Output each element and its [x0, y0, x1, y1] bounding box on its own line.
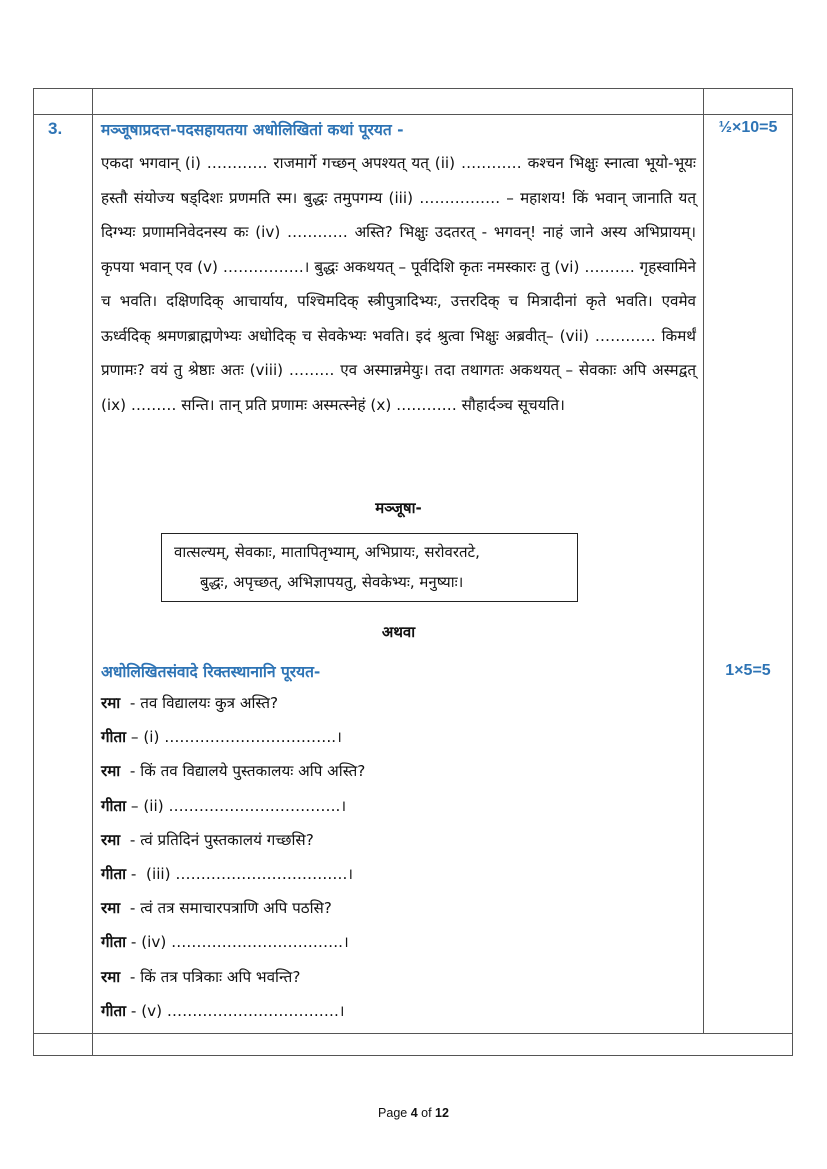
footer-middle: of [417, 1106, 436, 1120]
dialogue-line [101, 898, 332, 918]
dialogue-separator: - [120, 694, 141, 712]
dialogue-speaker: गीता [101, 933, 127, 952]
dialogue-separator: - [120, 830, 141, 849]
or-label: अथवा [381, 623, 416, 641]
dialogue-line [101, 932, 349, 952]
table-right-border [792, 88, 793, 1056]
part-b-marks: 1×5=5 [725, 662, 771, 679]
dialogue-separator: - [120, 899, 141, 918]
dialogue-separator: - [120, 762, 141, 781]
question-number: 3. [48, 119, 63, 138]
dialogue-speaker: गीता [101, 865, 127, 883]
part-a-marks: ½×10=5 [718, 119, 778, 136]
word-box [161, 533, 578, 602]
footer-prefix: Page [378, 1106, 411, 1120]
word-box-title: मञ्जूषा- [375, 499, 422, 517]
part-a-heading: मञ्जूषाप्रदत्त-पदसहायतया अधोलिखितां कथां पूरयत - [101, 121, 404, 139]
dialogue-separator: - [126, 933, 142, 952]
dialogue-separator: - [126, 865, 147, 883]
dialogue-speaker: रमा [101, 694, 121, 712]
dialogue-line [101, 967, 300, 987]
part-b-heading: अधोलिखितसंवादे रिक्तस्थानानि पूरयत- [101, 663, 321, 681]
footer-total-pages: 12 [435, 1106, 449, 1120]
dialogue-speaker: रमा [101, 762, 121, 781]
dialogue-line [101, 830, 314, 850]
dialogue-separator: – [126, 728, 144, 747]
word-box-line-1: वात्सल्यम्, सेवकाः, मातापितृभ्याम्, अभिप्रायः, सरोवरतटे, [174, 543, 480, 561]
page-footer [0, 1106, 827, 1120]
dialogue-line [101, 727, 342, 747]
dialogue-text: (iv) …………………………….। [141, 933, 349, 952]
dialogue-text: किं तत्र पत्रिकाः अपि भवन्ति? [140, 967, 301, 986]
table-col-divider-2 [703, 88, 704, 1034]
table-bottom-border [33, 1055, 793, 1056]
table-top-border [33, 88, 793, 89]
word-box-line-2: बुद्धः, अपृच्छत्, अभिज्ञापयतु, सेवकेभ्यः, मनुष्याः। [200, 573, 464, 591]
table-row-bottom-border [33, 1033, 793, 1034]
table-left-border [33, 88, 34, 1056]
dialogue-separator: - [120, 967, 141, 986]
table-col-divider-1 [92, 88, 93, 1056]
dialogue-line [101, 693, 278, 713]
story-passage: एकदा भगवान् (i) ………… राजमार्गे गच्छन् अपश्यत् यत् (ii) ………… कश्चन भिक्षुः स्नात्वा भूयो-भूयः हस्तौ संयोज्य षड्दिशः प्रणमति स्म। बुद्धः तमुपगम्य (iii) ……………. – महाशय! किं भवान् जानाति यत् दिग्भ्यः प्रणामनिवेदनस्य कः (iv) ………… अस्ति? भिक्षुः उदतरत् - भगवन्! नाहं जाने अस्य अभिप्रायम्। कृपया भवान् एव (v) …………….। बुद्धः अकथयत् – पूर्वदिशि कृतः नमस्कारः तु (vi) ………. गृहस्वामिने च भवति। दक्षिणदिक् आचार्याय, पश्चिमदिक् स्त्रीपुत्रादिभ्यः, उत्तरदिक् च मित्रादीनां कृते भवति। एवमेव ऊर्ध्वदिक् श्रमणब्राह्मणेभ्यः अधोदिक् च सेवकेभ्यः भवति। इदं श्रुत्वा भिक्षुः अब्रवीत्– (vii) ………… किमर्थं प्रणामः? वयं तु श्रेष्ठाः अतः (viii) ……… एव अस्मान्नमेयुः। तदा तथागतः अकथयत् – सेवकाः अपि अस्मद्वत् (ix) ……… सन्ति। तान् प्रति प्रणामः अस्मत्स्नेहं (x) ………… सौहार्दञ्च सूचयति। [101, 154, 696, 414]
dialogue-line [101, 761, 365, 781]
dialogue-line [101, 1001, 345, 1021]
dialogue-speaker: रमा [101, 899, 121, 918]
dialogue-speaker: रमा [101, 967, 121, 986]
dialogue-text: (v) …………………………….। [141, 1001, 345, 1020]
dialogue-speaker: गीता [101, 1001, 127, 1020]
dialogue-separator: - [126, 1001, 142, 1020]
dialogue-text: (iii) …………………………….। [146, 865, 354, 883]
dialogue-text: किं तव विद्यालये पुस्तकालयः अपि अस्ति? [140, 762, 366, 781]
dialogue-text: (ii) …………………………….। [143, 796, 347, 815]
dialogue-speaker: गीता [101, 728, 127, 747]
dialogue-speaker: गीता [101, 796, 127, 815]
dialogue-text: (i) …………………………….। [143, 728, 342, 747]
dialogue-speaker: रमा [101, 830, 121, 849]
dialogue-line [101, 864, 353, 884]
dialogue-separator: – [126, 796, 144, 815]
dialogue-text: तव विद्यालयः कुत्र अस्ति? [140, 694, 279, 712]
table-header-bottom-border [33, 114, 793, 115]
dialogue-text: त्वं तत्र समाचारपत्राणि अपि पठसि? [140, 899, 332, 918]
dialogue-text: त्वं प्रतिदिनं पुस्तकालयं गच्छसि? [140, 830, 314, 849]
dialogue-line [101, 796, 346, 816]
footer-page-number: 4 [410, 1106, 418, 1120]
